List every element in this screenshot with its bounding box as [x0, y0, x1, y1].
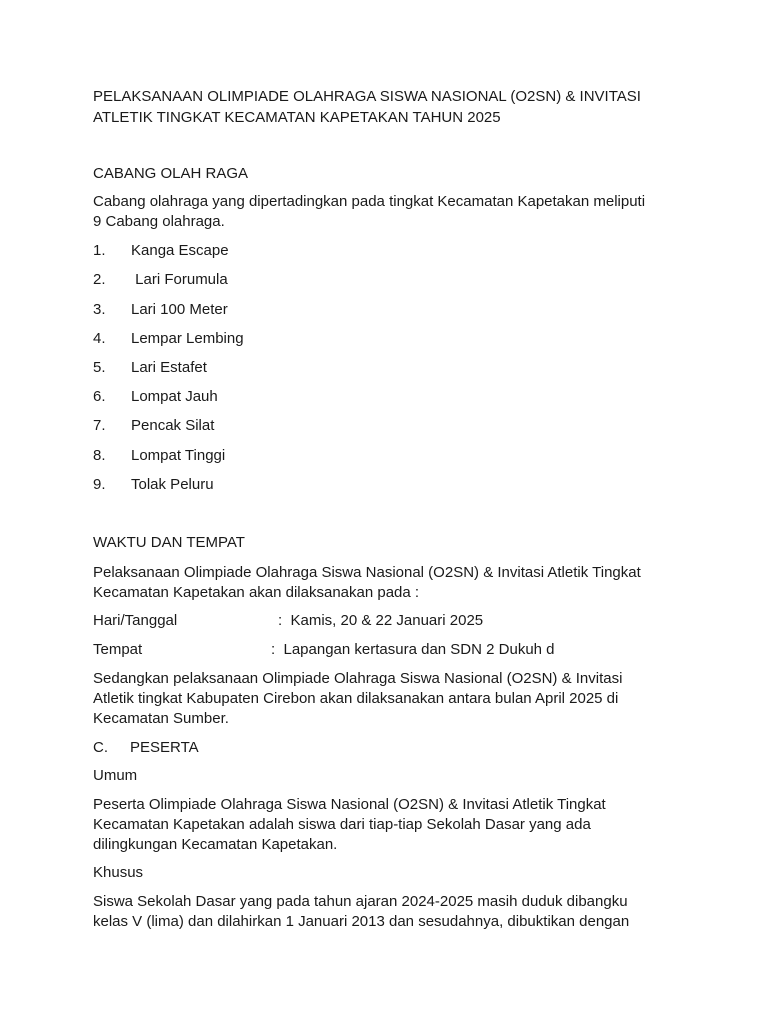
kabupaten-paragraph: [93, 669, 673, 729]
subheading-umum: Umum: [93, 767, 138, 784]
list-number: 1.: [93, 242, 106, 259]
list-item: Lempar Lembing: [131, 330, 244, 347]
cabang-intro-paragraph: [93, 192, 673, 232]
hari-tanggal-label: Hari/Tanggal: [93, 612, 178, 629]
list-number: 6.: [93, 388, 106, 405]
document-title: [93, 86, 733, 128]
list-item: Pencak Silat: [131, 417, 215, 434]
list-number: 7.: [93, 417, 106, 434]
umum-paragraph: [93, 795, 673, 855]
paragraph-line: 9 Cabang olahraga.: [93, 213, 225, 230]
paragraph-line: kelas V (lima) dan dilahirkan 1 Januari 2013 dan sesudahnya, dibuktikan dengan: [93, 913, 630, 930]
section-heading-peserta: PESERTA: [130, 739, 199, 756]
title-line-1: PELAKSANAAN OLIMPIADE OLAHRAGA SISWA NASIONAL (O2SN) & INVITASI: [93, 88, 641, 105]
hari-tanggal-value: : Kamis, 20 & 22 Januari 2025: [278, 612, 484, 629]
subheading-khusus: Khusus: [93, 864, 144, 881]
list-item: Lari 100 Meter: [131, 301, 228, 318]
section-heading-waktu: WAKTU DAN TEMPAT: [93, 534, 245, 551]
list-item: Lompat Jauh: [131, 388, 218, 405]
title-line-2: ATLETIK TINGKAT KECAMATAN KAPETAKAN TAHUN 2025: [93, 109, 501, 126]
paragraph-line: Kecamatan Kapetakan akan dilaksanakan pada :: [93, 584, 420, 601]
list-number: 8.: [93, 447, 106, 464]
list-number: 4.: [93, 330, 106, 347]
khusus-paragraph: [93, 892, 673, 932]
list-item: Lompat Tinggi: [131, 447, 226, 464]
tempat-label: Tempat: [93, 641, 143, 658]
tempat-value: : Lapangan kertasura dan SDN 2 Dukuh d: [271, 641, 555, 658]
paragraph-line: Kecamatan Sumber.: [93, 710, 229, 727]
list-number: 9.: [93, 476, 106, 493]
paragraph-line: Kecamatan Kapetakan adalah siswa dari tiap-tiap Sekolah Dasar yang ada: [93, 816, 591, 833]
list-item: Tolak Peluru: [131, 476, 214, 493]
paragraph-line: Siswa Sekolah Dasar yang pada tahun ajaran 2024-2025 masih duduk dibangku: [93, 893, 628, 910]
waktu-intro-paragraph: [93, 563, 673, 603]
list-number: 3.: [93, 301, 106, 318]
list-item: Kanga Escape: [131, 242, 229, 259]
list-item: Lari Forumula: [131, 271, 228, 288]
paragraph-line: Pelaksanaan Olimpiade Olahraga Siswa Nasional (O2SN) & Invitasi Atletik Tingkat: [93, 564, 641, 581]
list-number: 2.: [93, 271, 106, 288]
paragraph-line: Cabang olahraga yang dipertadingkan pada tingkat Kecamatan Kapetakan meliputi: [93, 193, 646, 210]
section-number-c: C.: [93, 739, 108, 756]
section-heading-cabang: CABANG OLAH RAGA: [93, 165, 249, 182]
paragraph-line: Atletik tingkat Kabupaten Cirebon akan dilaksanakan antara bulan April 2025 di: [93, 690, 619, 707]
list-item: Lari Estafet: [131, 359, 207, 376]
paragraph-line: dilingkungan Kecamatan Kapetakan.: [93, 836, 338, 853]
paragraph-line: Sedangkan pelaksanaan Olimpiade Olahraga Siswa Nasional (O2SN) & Invitasi: [93, 670, 623, 687]
paragraph-line: Peserta Olimpiade Olahraga Siswa Nasional (O2SN) & Invitasi Atletik Tingkat: [93, 796, 606, 813]
list-number: 5.: [93, 359, 106, 376]
